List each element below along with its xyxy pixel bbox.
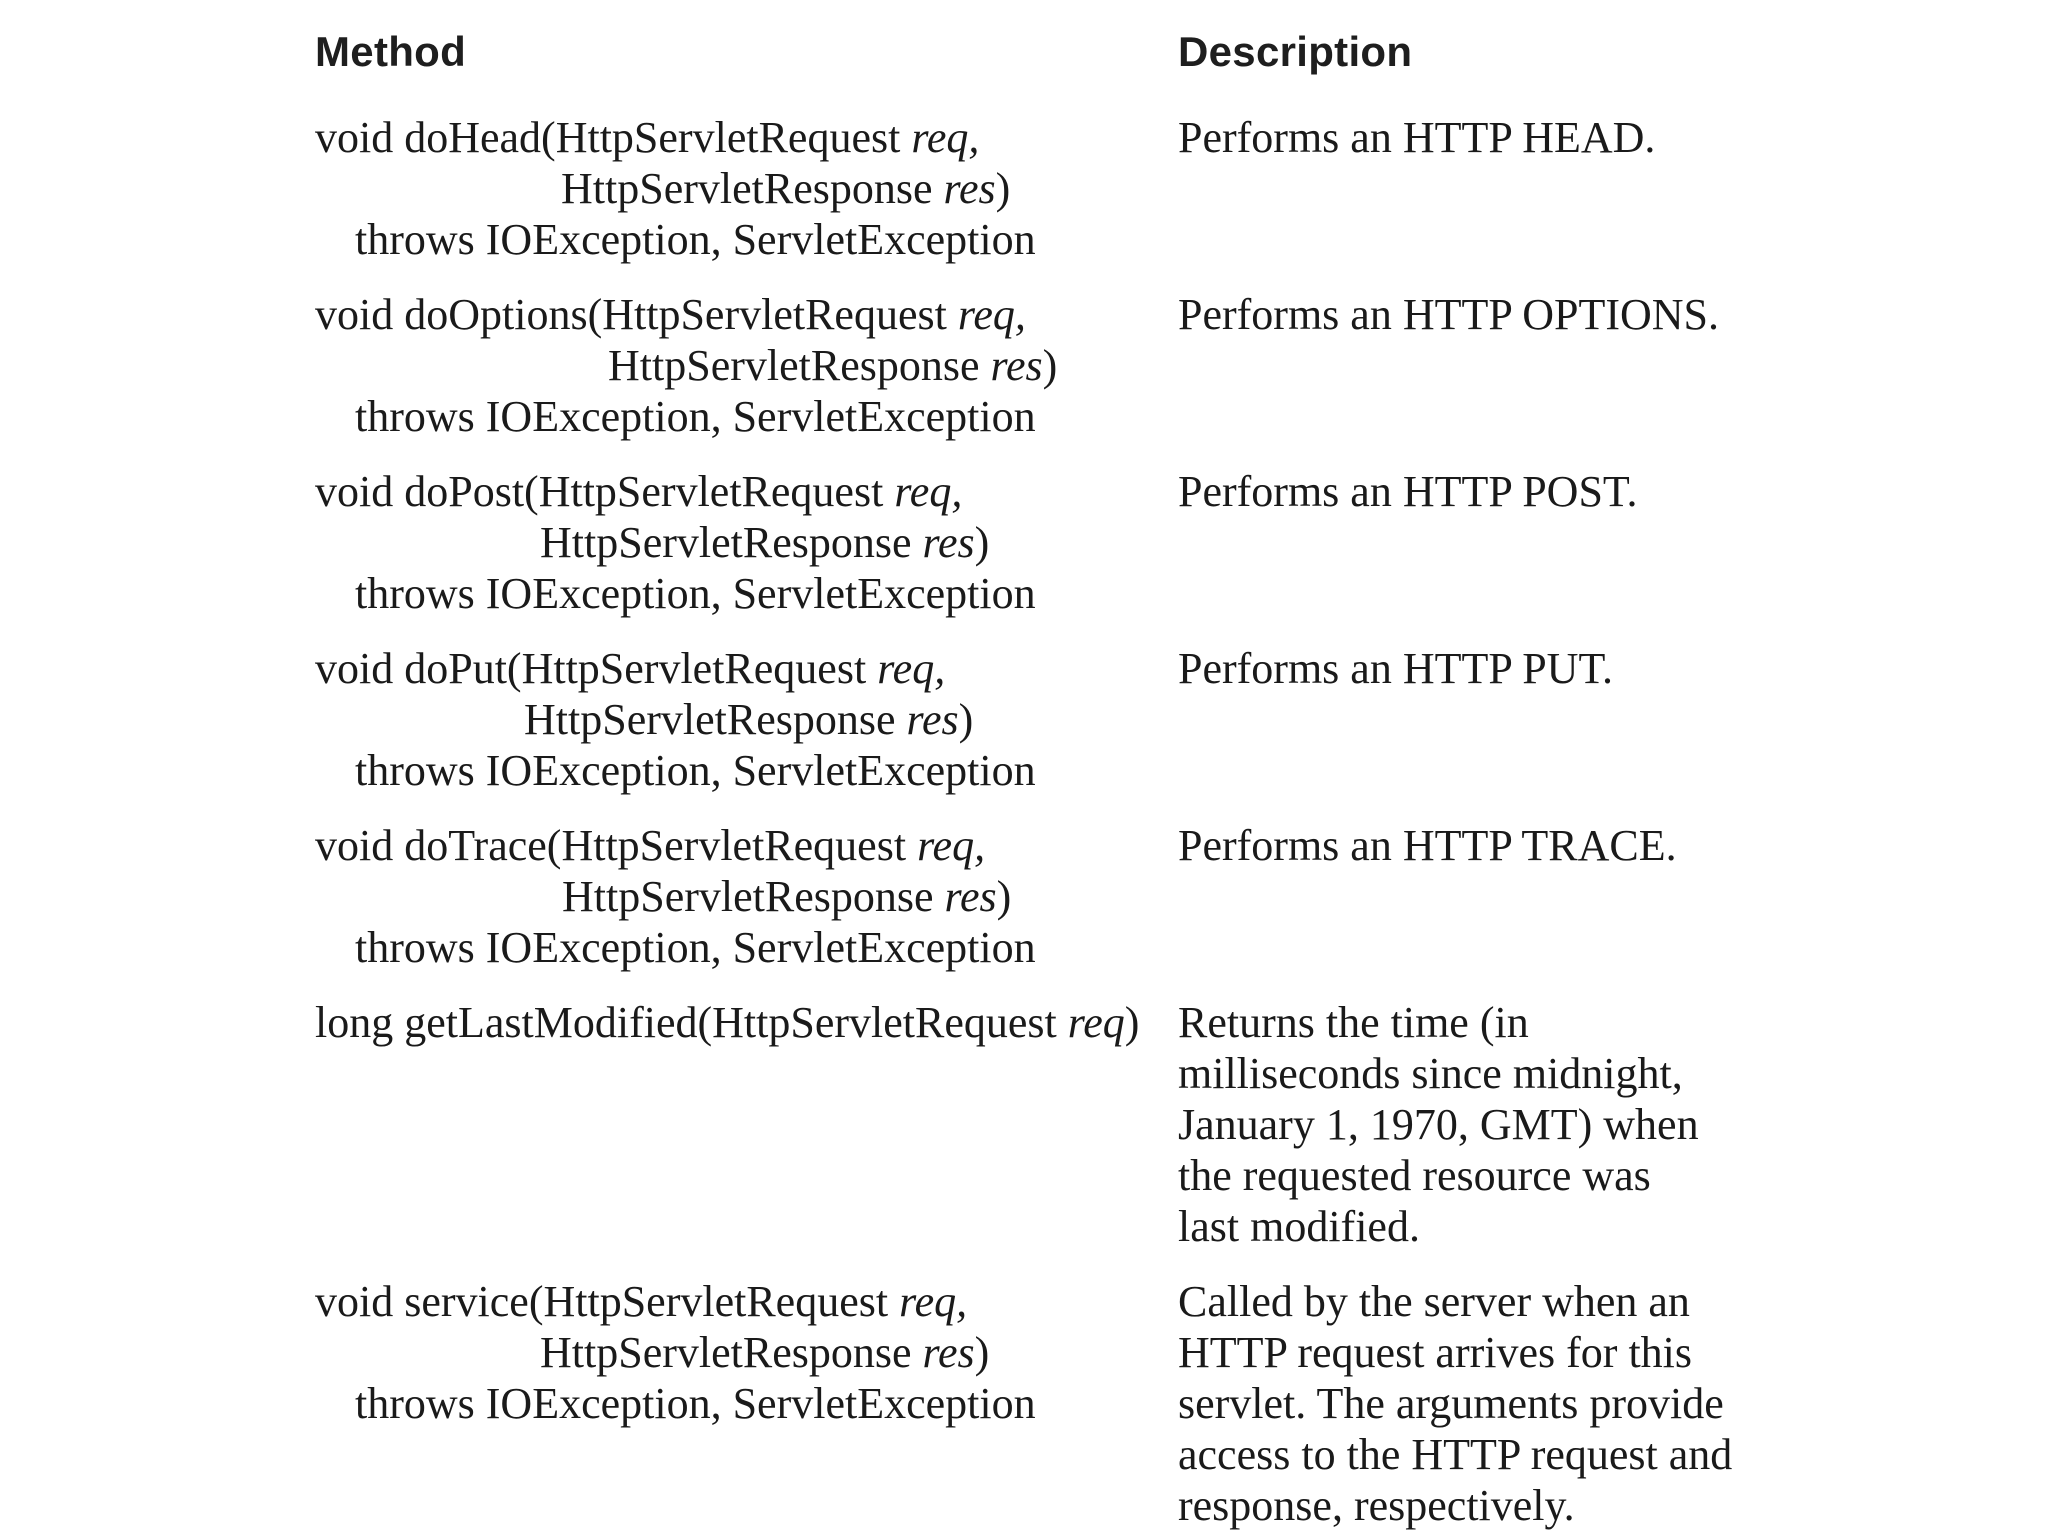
method-description: Performs an HTTP OPTIONS.: [1178, 290, 1719, 339]
method-signature: void doPut(HttpServletRequest req, HttpServletResponse res) throws IOException, ServletException: [315, 644, 1036, 795]
method-signature: long getLastModified(HttpServletRequest req): [315, 998, 1140, 1047]
method-signature: void doTrace(HttpServletRequest req, HttpServletResponse res) throws IOException, ServletException: [315, 821, 1036, 972]
method-description: Performs an HTTP TRACE.: [1178, 821, 1677, 870]
method-signature: void doPost(HttpServletRequest req, HttpServletResponse res) throws IOException, ServletException: [315, 467, 1036, 618]
method-description: Performs an HTTP HEAD.: [1178, 113, 1656, 162]
method-description: Returns the time (in milliseconds since midnight, January 1, 1970, GMT) when the requested resource was last modified.: [1178, 998, 1699, 1251]
method-signature: void doOptions(HttpServletRequest req, HttpServletResponse res) throws IOException, ServletException: [315, 290, 1058, 441]
method-description: Called by the server when an HTTP request arrives for this servlet. The arguments provide access to the HTTP request and response, respectively.: [1178, 1277, 1733, 1530]
method-description: Performs an HTTP POST.: [1178, 467, 1638, 516]
column-header-method: Method: [315, 28, 467, 75]
method-signature: void service(HttpServletRequest req, HttpServletResponse res) throws IOException, ServletException: [315, 1277, 1036, 1428]
method-description: Performs an HTTP PUT.: [1178, 644, 1614, 693]
column-header-description: Description: [1178, 28, 1413, 75]
method-signature: void doHead(HttpServletRequest req, HttpServletResponse res) throws IOException, ServletException: [315, 113, 1036, 264]
